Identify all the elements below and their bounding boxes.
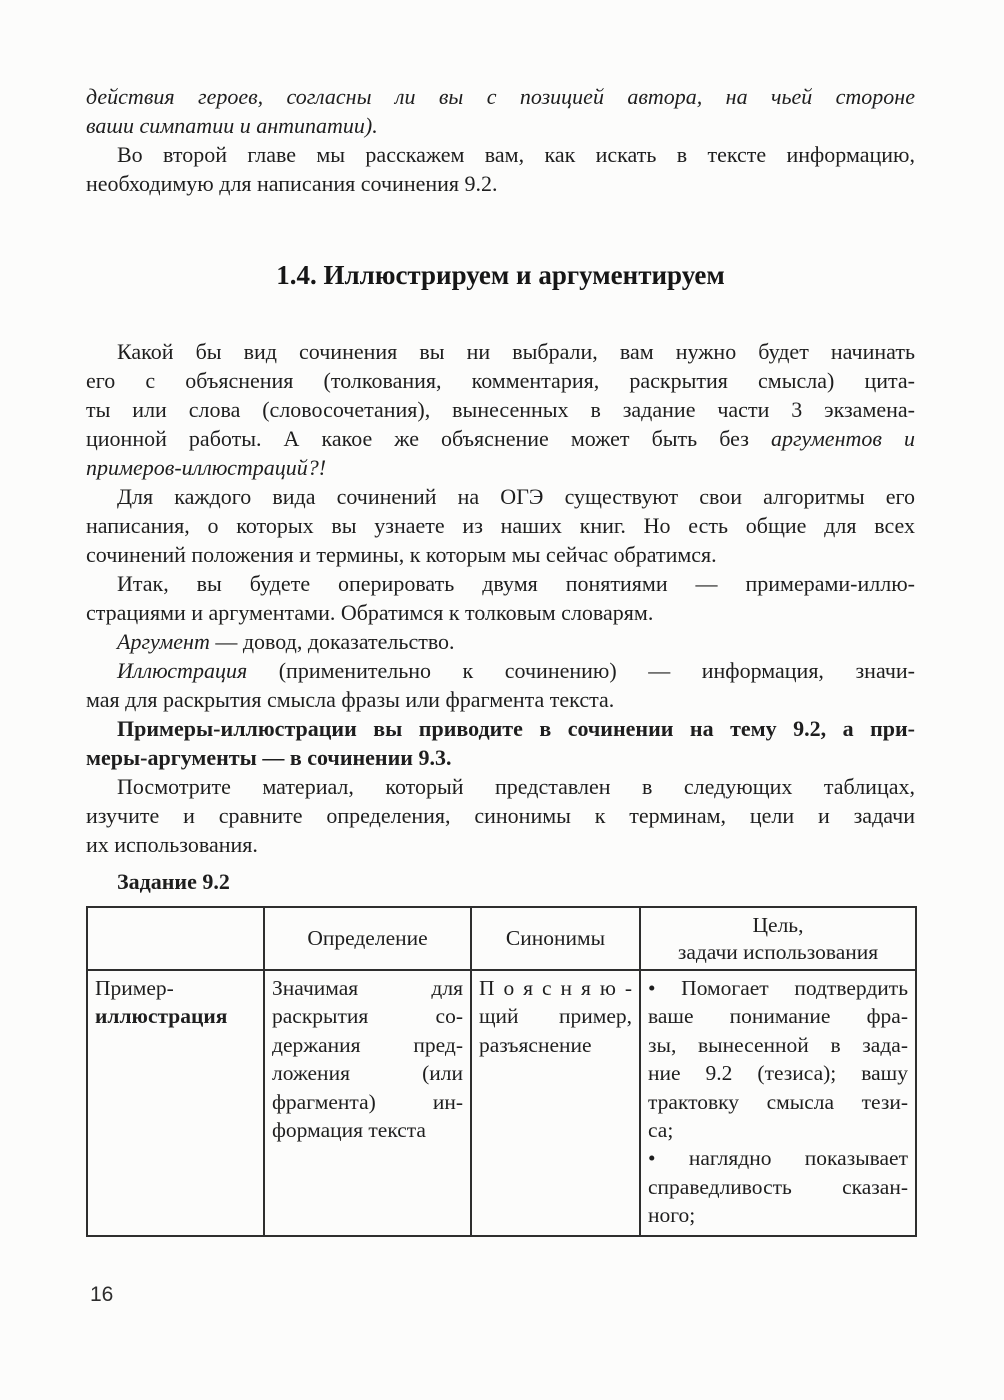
table-header-row — [87, 907, 916, 970]
paragraph-7: Посмотрите материал, который представлен в следующих таблицах, изучите и сравните определения, синонимы к терминам, цели и задачи их использования. — [86, 774, 915, 857]
header-synonyms: Синонимы — [471, 907, 640, 970]
header-term-empty — [87, 907, 264, 970]
text-block — [86, 82, 915, 1237]
cell-term: Пример- иллюстрация — [87, 970, 264, 1236]
task-label: Задание 9.2 — [117, 869, 230, 894]
section-heading: 1.4. Иллюстрируем и аргументируем — [276, 260, 725, 290]
intro-paragraph-italic: действия героев, согласны ли вы с позицией автора, на чьей стороне ваши симпатии и антипатии). — [86, 84, 915, 138]
cell-definition: Значимая для раскрытия со- держания пред- ложения (или фрагмента) ин- формация текста — [264, 970, 471, 1236]
paragraph-2: Для каждого вида сочинений на ОГЭ существуют свои алгоритмы его написания, о которых вы узнаете из наших книг. Но есть общие для всех сочинений положения и термины, к которым мы сейчас обратимся. — [86, 484, 915, 567]
header-purpose: Цель, задачи использования — [640, 907, 916, 970]
paragraph-bold-note: Примеры-иллюстрации вы приводите в сочинении на тему 9.2, а при- меры-аргументы — в сочинении 9.3. — [86, 716, 915, 770]
definitions-table — [86, 906, 917, 1237]
page-number: 16 — [90, 1283, 114, 1306]
header-definition: Определение — [264, 907, 471, 970]
paragraph-1: Какой бы вид сочинения вы ни выбрали, вам нужно будет начинать его с объяснения (толкования, комментария, раскрытия смысла) цита- ты или слова (словосочетания), вынесенных в задание части 3 экзамена- ционной работы. А какое же объяснение может быть без аргументов и примеров-иллюстраций?! — [86, 339, 915, 480]
table-row-example-illustration — [87, 970, 916, 1236]
cell-synonyms: П о я с н я ю - щий пример, разъяснение — [471, 970, 640, 1236]
intro-paragraph: Во второй главе мы расскажем вам, как искать в тексте информацию, необходимую для написания сочинения 9.2. — [86, 142, 915, 196]
paragraph-3: Итак, вы будете оперировать двумя понятиями — примерами-иллю- страциями и аргументами. Обратимся к толковым словарям. — [86, 571, 915, 625]
cell-purpose: • Помогает подтвердить ваше понимание фра- зы, вынесенной в зада- ние 9.2 (тезиса); вашу трактовку смысла тези- са; • наглядно показывает справедливость сказан- ного; — [640, 970, 916, 1236]
paragraph-argument-definition: Аргумент — довод, доказательство. — [117, 629, 455, 654]
paragraph-illustration-definition: Иллюстрация (применительно к сочинению) — информация, значи- мая для раскрытия смысла фразы или фрагмента текста. — [86, 658, 915, 712]
